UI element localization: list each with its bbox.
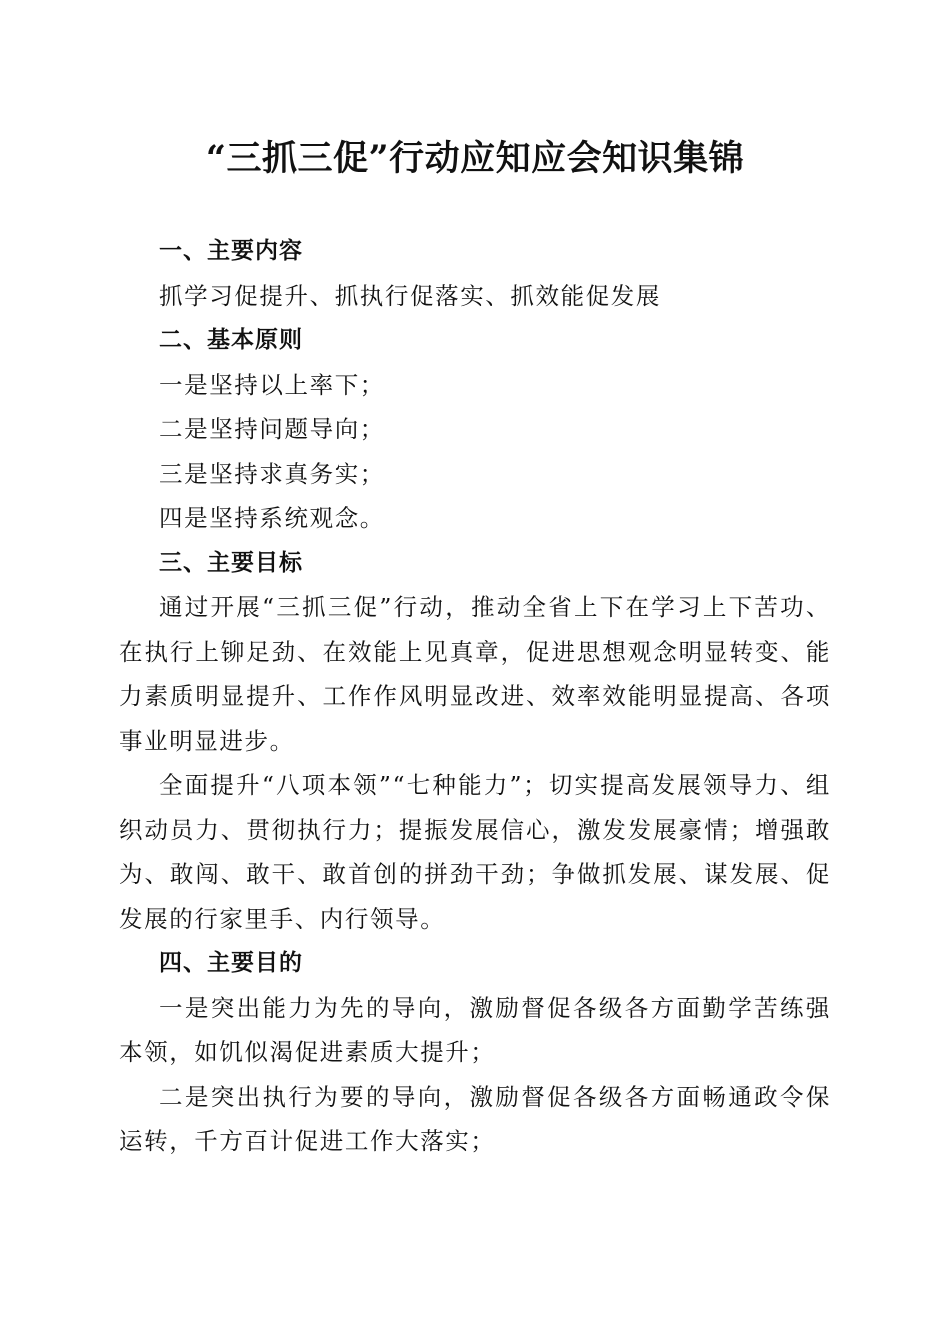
principle-item: 四是坚持系统观念。 bbox=[159, 504, 385, 532]
goals-paragraph: 通过开展“三抓三促”行动，推动全省上下在学习上下苦功、在执行上铆足劲、在效能上见真章，促进思想观念明显转变、能力素质明显提升、工作作风明显改进、效率效能明显提高、各项事业明显进步。 bbox=[119, 593, 831, 755]
section-heading-basic-principles: 二、基本原则 bbox=[159, 327, 303, 353]
purpose-paragraph: 二是突出执行为要的导向，激励督促各级各方面畅通政令保运转，千方百计促进工作大落实； bbox=[119, 1082, 831, 1155]
goals-paragraph: 全面提升“八项本领”“七种能力”；切实提高发展领导力、组织动员力、贯彻执行力；提振发展信心，激发发展豪情；增强敢为、敢闯、敢干、敢首创的拼劲干劲；争做抓发展、谋发展、促发展的行家里手、内行领导。 bbox=[119, 771, 831, 933]
document-title: “三抓三促”行动应知应会知识集锦 bbox=[205, 138, 745, 179]
section-heading-main-purposes: 四、主要目的 bbox=[159, 950, 303, 976]
section-heading-main-goals: 三、主要目标 bbox=[159, 549, 303, 576]
main-content-text: 抓学习促提升、抓执行促落实、抓效能促发展 bbox=[159, 281, 661, 310]
principle-item: 一是坚持以上率下； bbox=[159, 370, 385, 399]
principle-item: 三是坚持求真务实； bbox=[159, 459, 385, 488]
principle-item: 二是坚持问题导向； bbox=[159, 415, 385, 443]
section-heading-main-content: 一、主要内容 bbox=[159, 238, 303, 264]
document-body bbox=[119, 229, 831, 1164]
purpose-paragraph: 一是突出能力为先的导向，激励督促各级各方面勤学苦练强本领，如饥似渴促进素质大提升； bbox=[119, 993, 831, 1066]
